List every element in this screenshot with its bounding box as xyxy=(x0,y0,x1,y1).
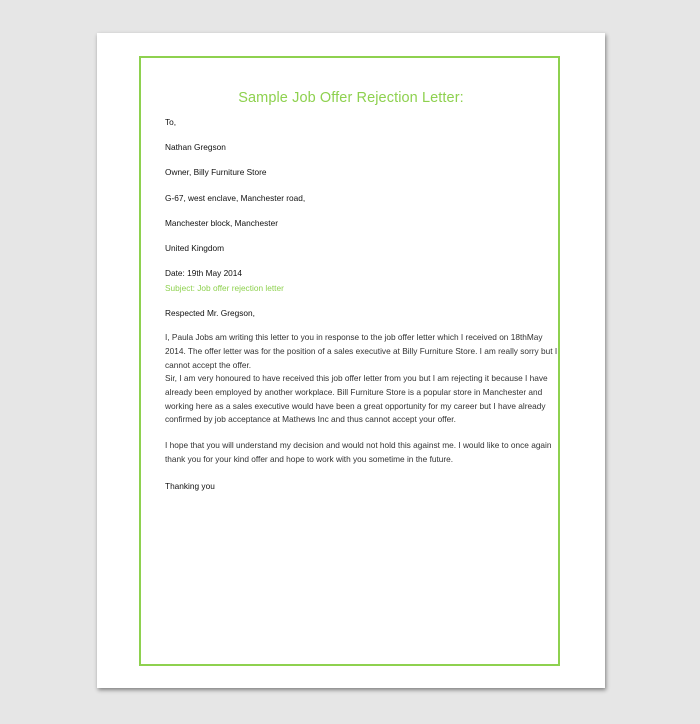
letter-title: Sample Job Offer Rejection Letter: xyxy=(238,90,464,106)
paragraph-2-line: Sir, I am very honoured to have received this job offer letter from you but I am rejecting it because I have xyxy=(165,373,548,383)
letter-subject: Subject: Job offer rejection letter xyxy=(165,283,284,293)
paragraph-1-line: I, Paula Jobs am writing this letter to you in response to the job offer letter which I received on 18thMay xyxy=(165,332,543,342)
closing: Thanking you xyxy=(165,481,215,491)
paragraph-2 xyxy=(165,372,548,427)
recipient-name: Nathan Gregson xyxy=(165,142,226,152)
document-page xyxy=(97,33,605,688)
paragraph-1-line: cannot accept the offer. xyxy=(165,359,252,370)
paragraph-2-line: already been employed by another workplace. Bill Furniture Store is a popular store in Manchester and xyxy=(165,386,543,397)
country: United Kingdom xyxy=(165,243,225,253)
paragraph-3-line: I hope that you will understand my decision and would not hold this against me. I would like to once again xyxy=(165,440,552,450)
letter-date: Date: 19th May 2014 xyxy=(165,268,243,278)
to-line: To, xyxy=(165,117,177,127)
address-line-1: G-67, west enclave, Manchester road, xyxy=(165,193,306,203)
paragraph-3 xyxy=(165,439,552,467)
salutation: Respected Mr. Gregson, xyxy=(165,308,255,318)
paragraph-1 xyxy=(165,331,558,372)
paragraph-2-line: confirmed by job acceptance at Mathews Inc and thus cannot accept your offer. xyxy=(165,414,456,425)
recipient-title: Owner, Billy Furniture Store xyxy=(165,167,267,177)
paragraph-2-line: working here as a sales executive would have been a great opportunity for my career but I have already xyxy=(165,400,546,411)
paragraph-3-line: thank you for your kind offer and hope to work with you sometime in the future. xyxy=(165,453,454,464)
address-line-2: Manchester block, Manchester xyxy=(165,218,278,228)
paragraph-1-line: 2014. The offer letter was for the position of a sales executive at Billy Furniture Store. I am really sorry but I xyxy=(165,345,558,356)
